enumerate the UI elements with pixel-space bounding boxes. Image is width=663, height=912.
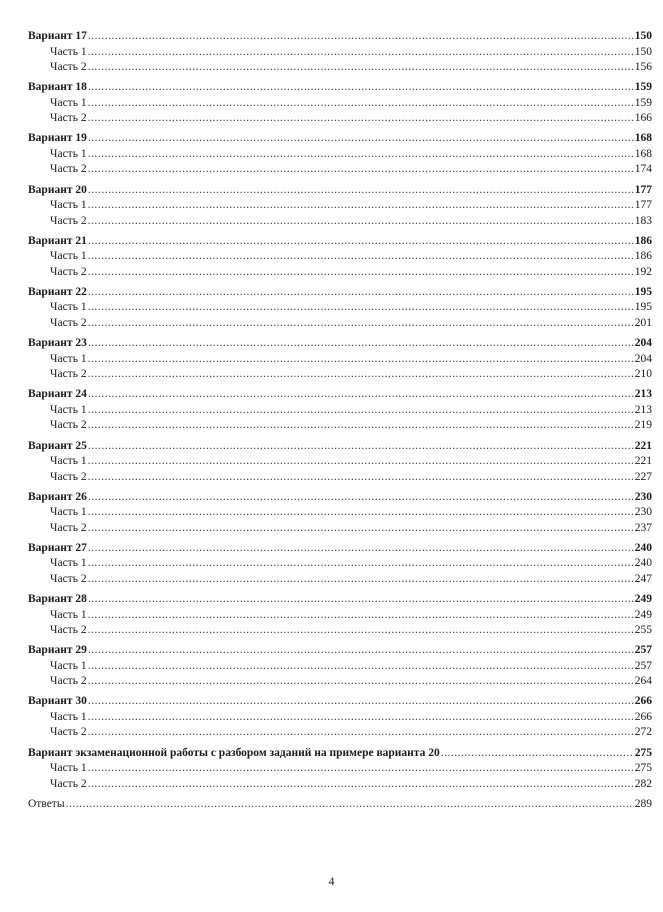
dot-leader — [66, 797, 634, 813]
dot-leader — [88, 265, 634, 281]
toc-group — [28, 336, 652, 383]
toc-entry — [28, 694, 652, 710]
toc-entry — [28, 746, 652, 762]
toc-subentry — [28, 265, 652, 281]
toc-entry-page: 204 — [634, 337, 652, 350]
dot-leader — [88, 131, 634, 147]
toc-entry — [28, 439, 652, 455]
dot-leader — [88, 111, 634, 127]
toc-subentry-title: Часть 2 — [50, 163, 87, 176]
toc-subentry-page: 210 — [634, 368, 652, 381]
dot-leader — [88, 214, 634, 230]
toc-group — [28, 490, 652, 537]
toc-subentry — [28, 674, 652, 690]
toc-group — [28, 29, 652, 76]
toc-entry-page: 257 — [634, 644, 652, 657]
toc-subentry-page: 150 — [634, 45, 652, 58]
toc-subentry-page: 195 — [634, 301, 652, 314]
toc-subentry — [28, 572, 652, 588]
toc-entry — [28, 387, 652, 403]
toc-subentry — [28, 60, 652, 76]
dot-leader — [88, 352, 634, 368]
toc-subentry-title: Часть 1 — [50, 96, 87, 109]
toc-subentry-title: Часть 2 — [50, 419, 87, 432]
toc-subentry — [28, 214, 652, 230]
toc-subentry-title: Часть 2 — [50, 624, 87, 637]
dot-leader — [88, 592, 634, 608]
page-number: 4 — [328, 874, 335, 888]
toc-subentry-title: Часть 1 — [50, 762, 87, 775]
toc-entry-page: 186 — [634, 234, 652, 247]
dot-leader — [88, 659, 634, 675]
dot-leader — [88, 725, 634, 741]
toc-subentry-page: 166 — [634, 112, 652, 125]
toc-subentry-title: Часть 2 — [50, 316, 87, 329]
toc-entry-page: 230 — [634, 490, 652, 503]
dot-leader — [88, 147, 634, 163]
dot-leader — [88, 367, 634, 383]
toc-entry-title: Вариант 20 — [28, 183, 87, 196]
dot-leader — [88, 418, 634, 434]
dot-leader — [88, 521, 634, 537]
dot-leader — [88, 45, 634, 61]
toc-subentry-page: 247 — [634, 572, 652, 585]
toc-entry-page: 266 — [634, 695, 652, 708]
toc-subentry — [28, 96, 652, 112]
toc-subentry-page: 159 — [634, 96, 652, 109]
toc-entry-page: 168 — [634, 132, 652, 145]
toc-subentry-title: Часть 2 — [50, 214, 87, 227]
toc-entry-title: Вариант 18 — [28, 81, 87, 94]
toc-group — [28, 541, 652, 588]
toc-subentry — [28, 761, 652, 777]
toc-subentry-page: 201 — [634, 316, 652, 329]
dot-leader — [88, 162, 634, 178]
dot-leader — [88, 674, 634, 690]
toc-subentry-title: Часть 2 — [50, 675, 87, 688]
toc-entry-page: 240 — [634, 541, 652, 554]
dot-leader — [88, 643, 634, 659]
toc-group — [28, 234, 652, 281]
toc-subentry — [28, 623, 652, 639]
dot-leader — [88, 694, 634, 710]
toc-group — [28, 643, 652, 690]
toc-entry-title: Вариант 23 — [28, 337, 87, 350]
toc-entry-page: 249 — [634, 593, 652, 606]
toc-subentry-title: Часть 2 — [50, 368, 87, 381]
toc-subentry-page: 249 — [634, 608, 652, 621]
dot-leader — [88, 761, 634, 777]
toc-entry-page: 195 — [634, 285, 652, 298]
dot-leader — [88, 403, 634, 419]
dot-leader — [88, 541, 634, 557]
toc-entry — [28, 234, 652, 250]
toc-subentry — [28, 45, 652, 61]
toc-subentry — [28, 521, 652, 537]
dot-leader — [88, 316, 634, 332]
toc-entry-title: Вариант 27 — [28, 541, 87, 554]
toc-entry-title: Вариант 22 — [28, 285, 87, 298]
toc-entry-title: Вариант 19 — [28, 132, 87, 145]
toc-subentry-title: Часть 1 — [50, 301, 87, 314]
toc-subentry — [28, 147, 652, 163]
dot-leader — [88, 623, 634, 639]
toc-subentry — [28, 777, 652, 793]
toc-group — [28, 387, 652, 434]
toc-entry — [28, 285, 652, 301]
dot-leader — [88, 198, 634, 214]
toc-entry-page: 213 — [634, 388, 652, 401]
toc-subentry — [28, 403, 652, 419]
toc-entry — [28, 183, 652, 199]
toc-subentry-page: 168 — [634, 147, 652, 160]
dot-leader — [88, 60, 634, 76]
toc-subentry — [28, 470, 652, 486]
toc-group — [28, 592, 652, 639]
dot-leader — [88, 710, 634, 726]
toc-subentry-title: Часть 1 — [50, 455, 87, 467]
toc-entry-title: Вариант 30 — [28, 695, 87, 708]
toc-subentry-page: 255 — [634, 624, 652, 637]
dot-leader — [88, 387, 634, 403]
toc-subentry-page: 275 — [634, 762, 652, 775]
dot-leader — [441, 746, 634, 762]
toc-subentry-title: Часть 2 — [50, 470, 87, 483]
dot-leader — [88, 608, 634, 624]
dot-leader — [88, 470, 634, 486]
toc-subentry — [28, 659, 652, 675]
toc-subentry-title: Часть 2 — [50, 521, 87, 534]
toc-group — [28, 797, 652, 813]
toc-subentry-title: Часть 1 — [50, 608, 87, 621]
toc-subentry — [28, 505, 652, 521]
toc-subentry-page: 177 — [634, 199, 652, 212]
toc-subentry-title: Часть 2 — [50, 572, 87, 585]
dot-leader — [88, 572, 634, 588]
toc-entry — [28, 336, 652, 352]
toc-subentry-page: 192 — [634, 265, 652, 278]
toc-subentry-title: Часть 1 — [50, 659, 87, 672]
dot-leader — [88, 80, 634, 96]
toc-entry-page: 159 — [634, 81, 652, 94]
toc-entry — [28, 29, 652, 45]
toc-subentry-title: Часть 1 — [50, 710, 87, 723]
toc-subentry-page: 266 — [634, 710, 652, 723]
table-of-contents — [28, 29, 652, 812]
dot-leader — [88, 249, 634, 265]
toc-subentry-title: Часть 1 — [50, 199, 87, 212]
toc-subentry — [28, 300, 652, 316]
toc-subentry — [28, 454, 652, 470]
toc-subentry — [28, 418, 652, 434]
toc-entry — [28, 592, 652, 608]
toc-entry-title: Вариант 24 — [28, 388, 87, 401]
toc-group — [28, 183, 652, 230]
toc-subentry-page: 272 — [634, 726, 652, 739]
toc-subentry — [28, 198, 652, 214]
toc-subentry — [28, 608, 652, 624]
toc-subentry-title: Часть 1 — [50, 45, 87, 58]
toc-entry — [28, 80, 652, 96]
toc-subentry-page: 257 — [634, 659, 652, 672]
toc-entry-title: Вариант 29 — [28, 644, 87, 657]
toc-entry-title: Вариант 28 — [28, 593, 87, 606]
toc-subentry — [28, 249, 652, 265]
toc-group — [28, 285, 652, 332]
toc-subentry-title: Часть 2 — [50, 112, 87, 125]
dot-leader — [88, 490, 634, 506]
toc-entry-title: Вариант экзаменационной работы с разбором заданий на примере варианта 20 — [28, 746, 440, 759]
toc-entry-title: Вариант 25 — [28, 439, 87, 452]
toc-subentry-page: 240 — [634, 557, 652, 570]
toc-subentry — [28, 111, 652, 127]
toc-subentry — [28, 556, 652, 572]
toc-subentry-page: 156 — [634, 61, 652, 73]
toc-entry — [28, 490, 652, 506]
toc-subentry-title: Часть 1 — [50, 250, 87, 263]
toc-subentry-page: 221 — [634, 455, 652, 467]
toc-subentry-title: Часть 1 — [50, 147, 87, 160]
toc-subentry-page: 227 — [634, 470, 652, 483]
toc-subentry-title: Часть 2 — [50, 777, 87, 790]
toc-subentry-title: Часть 2 — [50, 265, 87, 278]
toc-subentry-page: 230 — [634, 506, 652, 519]
toc-subentry — [28, 162, 652, 178]
dot-leader — [88, 96, 634, 112]
toc-subentry-page: 186 — [634, 250, 652, 263]
toc-group — [28, 439, 652, 486]
toc-subentry-title: Часть 1 — [50, 557, 87, 570]
dot-leader — [88, 454, 634, 470]
toc-subentry-page: 204 — [634, 352, 652, 365]
toc-subentry-title: Часть 1 — [50, 403, 87, 416]
toc-entry-title: Вариант 17 — [28, 30, 87, 42]
toc-subentry — [28, 352, 652, 368]
toc-entry — [28, 541, 652, 557]
toc-subentry-page: 282 — [634, 777, 652, 790]
toc-subentry-page: 183 — [634, 214, 652, 227]
toc-subentry-page: 174 — [634, 163, 652, 176]
toc-entry-title: Ответы — [28, 797, 65, 810]
toc-subentry — [28, 725, 652, 741]
toc-entry-page: 177 — [634, 183, 652, 196]
dot-leader — [88, 439, 634, 455]
toc-subentry — [28, 367, 652, 383]
toc-entry-title: Вариант 21 — [28, 234, 87, 247]
toc-subentry-page: 219 — [634, 419, 652, 432]
toc-subentry-page: 237 — [634, 521, 652, 534]
toc-group — [28, 746, 652, 793]
dot-leader — [88, 183, 634, 199]
toc-entry — [28, 643, 652, 659]
toc-entry — [28, 797, 652, 813]
toc-subentry — [28, 710, 652, 726]
toc-subentry-title: Часть 2 — [50, 726, 87, 739]
dot-leader — [88, 285, 634, 301]
toc-entry-page: 150 — [634, 30, 652, 42]
dot-leader — [88, 29, 634, 45]
toc-subentry-title: Часть 1 — [50, 352, 87, 365]
dot-leader — [88, 300, 634, 316]
dot-leader — [88, 777, 634, 793]
toc-entry-page: 289 — [634, 797, 652, 810]
toc-entry — [28, 131, 652, 147]
toc-subentry-title: Часть 2 — [50, 61, 87, 73]
toc-group — [28, 131, 652, 178]
toc-subentry-page: 213 — [634, 403, 652, 416]
toc-subentry-title: Часть 1 — [50, 506, 87, 519]
dot-leader — [88, 556, 634, 572]
toc-subentry-page: 264 — [634, 675, 652, 688]
toc-subentry — [28, 316, 652, 332]
toc-entry-page: 221 — [634, 439, 652, 452]
dot-leader — [88, 505, 634, 521]
toc-group — [28, 80, 652, 127]
toc-entry-page: 275 — [634, 746, 652, 759]
dot-leader — [88, 234, 634, 250]
toc-entry-title: Вариант 26 — [28, 490, 87, 503]
toc-group — [28, 694, 652, 741]
dot-leader — [88, 336, 634, 352]
